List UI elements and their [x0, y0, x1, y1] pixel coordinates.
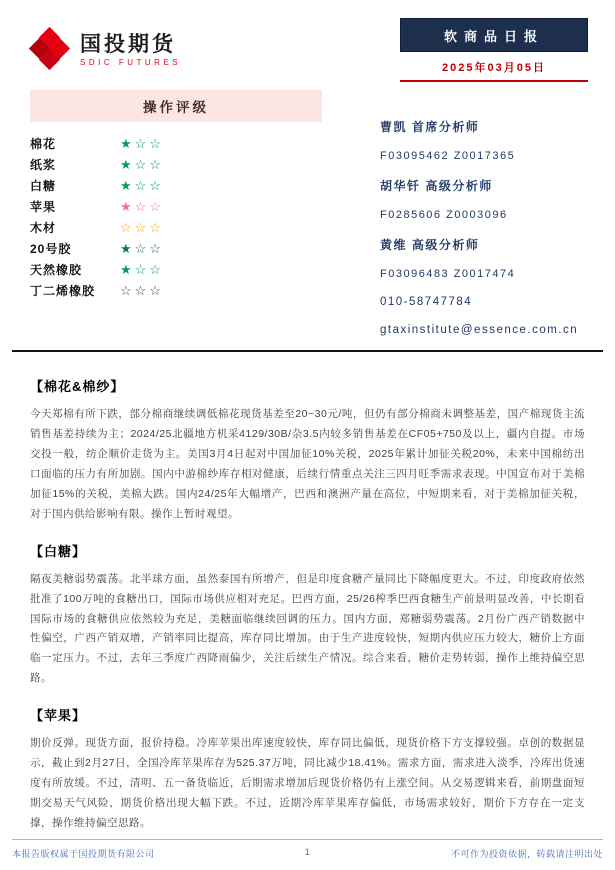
rating-row	[30, 238, 322, 259]
commodity-name: 白糖	[30, 179, 57, 193]
sdic-diamond-logo-icon	[30, 30, 70, 70]
page-number: 1	[304, 847, 311, 857]
analyst-codes: F03095462 Z0017365	[380, 150, 516, 162]
star-rating-icon: ★☆☆	[120, 262, 164, 277]
footer-copyright: 本报告版权属于国投期货有限公司	[12, 849, 155, 859]
star-rating-icon: ★☆☆	[120, 136, 164, 151]
rating-row	[30, 175, 322, 196]
rating-row	[30, 196, 322, 217]
logo-text-wrap	[80, 33, 181, 67]
section-sugar	[30, 541, 585, 690]
section-body: 期价反弹。现货方面，报价持稳。冷库苹果出库速度较快，库存同比偏低，现货价格下方支撑较强。卓创的数据显示，截止到2月27日，全国冷库苹果库存为525.37万吨，同比减少18.41%。需求方面，需求进入淡季，冷库出货速度有所放缓。不过，清明、五一备货临近，后期需求增加后现货价格仍有上涨空间。从交易逻辑来看，前期盘面短期交易天气风险，期货价格出现大幅下跌。不过，近期冷库苹果库存偏低，市场需求较好，期价下方存在一定支撑，操作维持偏空思路。	[30, 737, 585, 829]
ratings-panel	[30, 90, 322, 336]
commodity-name: 天然橡胶	[30, 263, 83, 277]
star-rating-icon: ★☆☆	[120, 199, 164, 214]
section-title: 【棉花&棉纱】	[30, 379, 125, 394]
ratings-list	[30, 122, 322, 301]
section-title: 【苹果】	[30, 708, 87, 724]
analyst-name: 胡华钎 高级分析师	[380, 179, 493, 193]
ratings-header: 操作评级	[30, 90, 322, 122]
commodity-name: 棉花	[30, 137, 57, 151]
section-title: 【白糖】	[30, 543, 87, 559]
report-title: 软商品日报	[400, 18, 588, 52]
star-rating-icon: ★☆☆	[120, 241, 164, 256]
analyst-name: 黄维 高级分析师	[380, 238, 480, 252]
contact-email: gtaxinstitute@essence.com.cn	[380, 324, 579, 336]
company-logo	[30, 18, 181, 82]
section-apple	[30, 705, 585, 834]
report-title-block	[400, 18, 588, 82]
summary-area	[0, 82, 615, 336]
commodity-name: 丁二烯橡胶	[30, 284, 96, 298]
rating-row	[30, 217, 322, 238]
rating-row	[30, 154, 322, 175]
rating-row	[30, 280, 322, 301]
commodity-name: 20号胶	[30, 242, 72, 256]
section-body: 隔夜美糖弱势震荡。北半球方面，虽然泰国有所增产，但是印度食糖产量同比下降幅度更大。不过，印度政府依然批准了100万吨的食糖出口，国际市场供应相对充足。巴西方面，25/26榨季巴西食糖生产前景明显改善，中长期看国际市场的食糖供应依然较为充足，美糖面临继续回调的压力。国内方面，郑糖弱势震荡。2月份广西产销数据中性偏空，广西产销双增，产销率同比提高，库存同比增加。由于生产进度较快，短期内供应压力较大，糖价上方面临一定压力。不过，去年三季度广西降雨偏少，关注后续生产情况。综合来看，糖价走势转弱，操作上维持偏空思路。	[30, 572, 585, 685]
report-body	[0, 352, 615, 834]
rating-row	[30, 259, 322, 280]
rating-row	[30, 133, 322, 154]
report-date: 2025年03月05日	[400, 52, 588, 82]
star-rating-icon: ☆☆☆	[120, 283, 164, 298]
analysts-panel	[322, 90, 588, 336]
analyst-codes: F0285606 Z0003096	[380, 209, 508, 221]
section-body: 今天郑棉有所下跌，部分棉商继续调低棉花现货基差至20~30元/吨，但仍有部分棉商未调整基差，国产棉现货主流销售基差持续为主；2024/25北疆地方机采4129/30B/杂3.5内较多销售基差在CF05+750及以上，疆内自提。市场交投一般，纺企顺价走货为主。美国3月4日起对中国加征10%关税，2025年累计加征关税20%，未来中国棉纺出口面临的压力有所加剧。国内中游棉纱库存相对健康，后续行情重点关注三四月旺季需求表现。中国宣布对于美棉加征15%的关税，美棉大跌。国内24/25年大幅增产，巴西和澳洲产量在高位，中短期来看，对于美棉加征关税，对于国内供给影响有限。操作上暂时观望。	[30, 408, 585, 520]
page-header	[0, 0, 615, 82]
analyst-codes: F03096483 Z0017474	[380, 268, 516, 280]
company-name: 国投期货	[80, 32, 176, 56]
star-rating-icon: ☆☆☆	[120, 220, 164, 235]
section-cotton	[30, 376, 585, 525]
star-rating-icon: ★☆☆	[120, 157, 164, 172]
commodity-name: 纸浆	[30, 158, 57, 172]
commodity-name: 木材	[30, 221, 57, 235]
analyst-name: 曹凯 首席分析师	[380, 120, 480, 134]
footer-disclaimer: 不可作为投资依据，转载请注明出处	[450, 849, 603, 859]
page-footer	[12, 839, 603, 860]
star-rating-icon: ★☆☆	[120, 178, 164, 193]
contact-phone: 010-58747784	[380, 296, 473, 308]
commodity-name: 苹果	[30, 200, 57, 214]
company-name-en: SDIC FUTURES	[80, 58, 182, 68]
